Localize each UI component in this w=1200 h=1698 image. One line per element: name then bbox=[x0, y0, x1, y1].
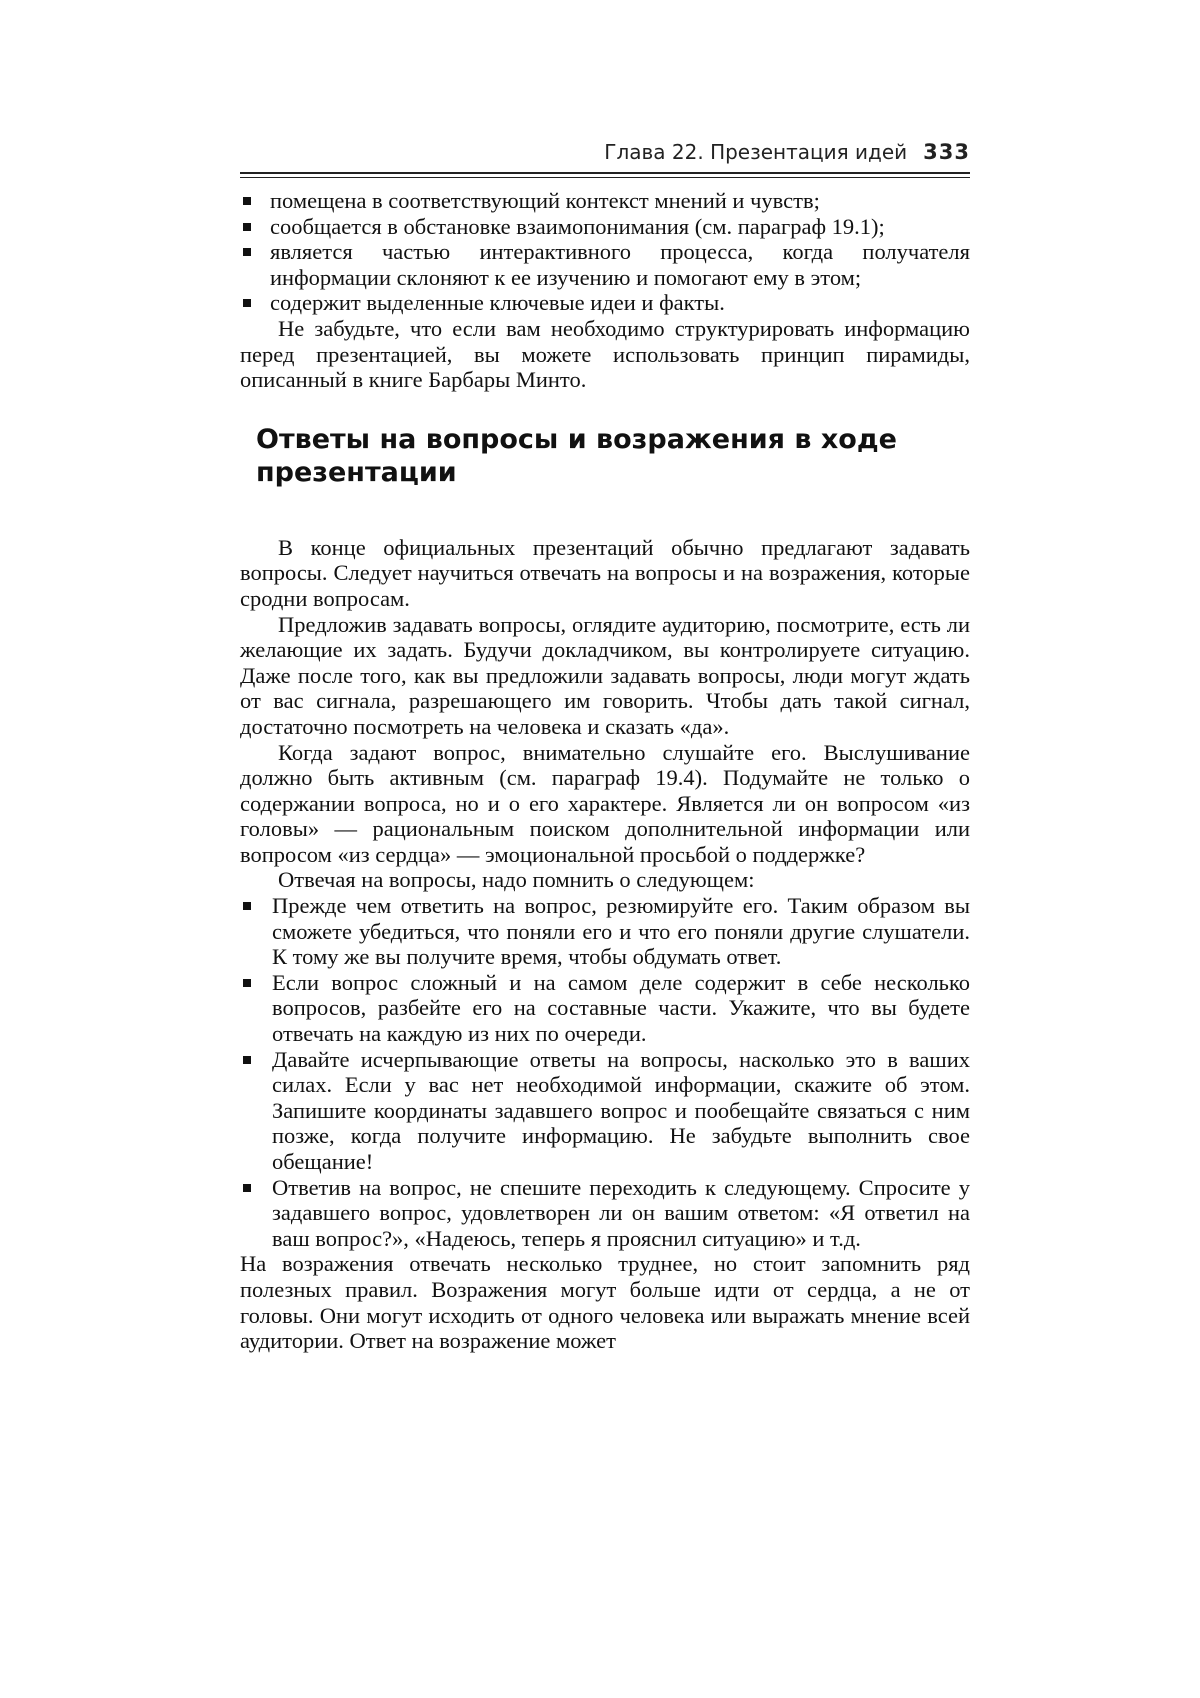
list-item: Прежде чем ответить на вопрос, резюмируйте его. Таким образом вы сможете убедиться, что поняли его и что его поняли другие слушатели. К тому же вы получите время, чтобы обдумать ответ. bbox=[240, 893, 970, 970]
list-item: Ответив на вопрос, не спешите переходить к следующему. Спросите у задавшего вопрос, удовлетворен ли он вашим ответом: «Я ответил на ваш вопрос?», «Надеюсь, теперь я прояснил ситуацию» и т.д. bbox=[240, 1175, 970, 1252]
page-number: 333 bbox=[923, 140, 970, 164]
chapter-title: Глава 22. Презентация идей bbox=[604, 140, 908, 164]
paragraph: Отвечая на вопросы, надо помнить о следующем: bbox=[278, 867, 755, 893]
list-item: Давайте исчерпывающие ответы на вопросы, насколько это в ваших силах. Если у вас нет необходимой информации, скажите об этом. Запишите координаты задавшего вопрос и пообещайте связаться с ним позже, когда получите информацию. Не забудьте выполнить свое обещание! bbox=[240, 1047, 970, 1175]
paragraph: Предложив задавать вопросы, оглядите аудиторию, посмотрите, есть ли желающие их задать. Будучи докладчиком, вы контролируете ситуацию. Даже после того, как вы предложили задавать вопросы, люди могут ждать от вас сигнала, разрешающего им говорить. Чтобы дать такой сигнал, достаточно посмотреть на человека и сказать «да». bbox=[240, 611, 970, 739]
list-item: Если вопрос сложный и на самом деле содержит в себе несколько вопросов, разбейте его на составные части. Укажите, что вы будете отвечать на каждую из них по очереди. bbox=[240, 970, 970, 1047]
answers-bullet-list bbox=[240, 893, 970, 1251]
intro-paragraph: Не забудьте, что если вам необходимо структурировать информацию перед презентацией, вы можете использовать принцип пирамиды, описанный в книге Барбары Минто. bbox=[240, 315, 970, 393]
section-heading: Ответы на вопросы и возражения в ходе презентации bbox=[256, 423, 897, 488]
paragraph: В конце официальных презентаций обычно предлагают задавать вопросы. Следует научиться отвечать на вопросы и на возражения, которые сродни вопросам. bbox=[240, 534, 970, 611]
running-header bbox=[240, 140, 970, 170]
list-item: является частью интерактивного процесса, когда получателя информации склоняют к ее изучению и помогают ему в этом; bbox=[240, 239, 970, 290]
header-rule bbox=[240, 172, 970, 178]
list-item: помещена в соответствующий контекст мнений и чувств; bbox=[240, 188, 970, 214]
list-item: содержит выделенные ключевые идеи и факты. bbox=[240, 290, 970, 316]
list-item: сообщается в обстановке взаимопонимания (см. параграф 19.1); bbox=[240, 214, 970, 240]
paragraph: Когда задают вопрос, внимательно слушайте его. Выслушивание должно быть активным (см. параграф 19.4). Подумайте не только о содержании вопроса, но и о его характере. Является ли он вопросом «из головы» — рациональным поиском дополнительной информации или вопросом «из сердца» — эмоциональной просьбой о поддержке? bbox=[240, 739, 970, 867]
closing-paragraph: На возражения отвечать несколько труднее, но стоит запомнить ряд полезных правил. Возражения могут больше идти от сердца, а не от головы. Они могут исходить от одного человека или выражать мнение всей аудитории. Ответ на возражение может bbox=[240, 1251, 970, 1354]
top-bullet-list bbox=[240, 188, 970, 316]
book-page bbox=[240, 140, 970, 1354]
